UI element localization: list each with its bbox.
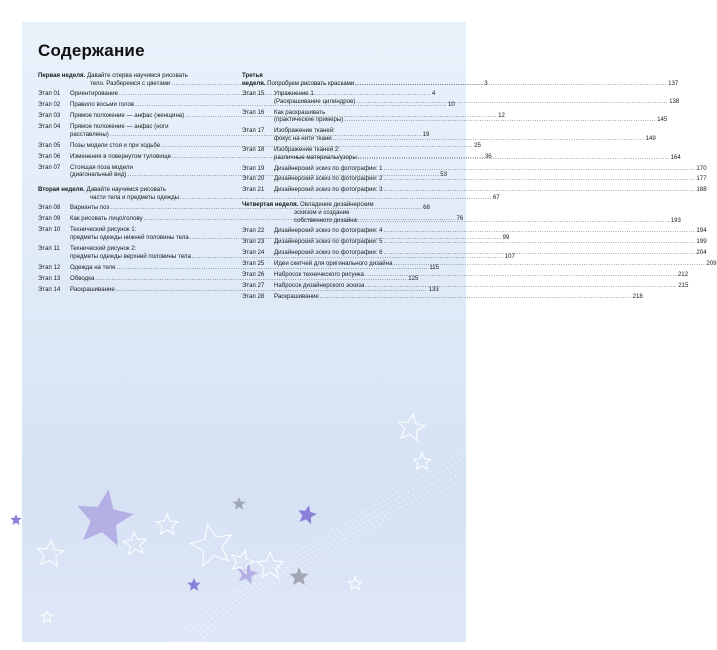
stage-title [274, 293, 643, 301]
stage-title-text: Технический рисунок 1: [70, 226, 137, 234]
stage-title-line [274, 135, 656, 143]
stage-title-line [274, 116, 667, 124]
week-label: Вторая неделя. [38, 186, 85, 194]
star-icon [257, 552, 284, 577]
dot-leader [320, 293, 632, 301]
stage-number: Этап 14 [38, 285, 61, 293]
stage-title-text: Как раскрашивать [274, 108, 326, 116]
star-icon [77, 489, 133, 545]
stage-number: Этап 08 [38, 204, 61, 212]
page-number: 199 [696, 238, 707, 246]
dot-leader [384, 227, 696, 235]
stage-title-text: (Раскрашивание цилиндров) [274, 97, 356, 105]
stage-title-line [274, 109, 667, 117]
dot-leader [358, 154, 670, 162]
stage-title-text: (диагональный вид) [70, 171, 127, 179]
stage-title-text: расставлены) [70, 130, 109, 138]
stage-number: Этап 03 [38, 112, 61, 120]
stage-title-text: Дизайнерский эскиз по фотографии: 3 [274, 186, 383, 194]
stage-title-line [274, 90, 679, 98]
page-number: 68 [423, 204, 430, 212]
star-icon [157, 514, 178, 534]
stage-title [274, 127, 656, 142]
stage-title-line [274, 154, 681, 162]
page-number: 137 [668, 79, 679, 87]
stage-title-text: Набросок дизайнерского эскиза [274, 282, 365, 290]
dot-leader [384, 175, 696, 183]
stage-title-line [274, 227, 707, 235]
week-subtitle-line: Давайте сперва научимся рисовать [86, 72, 188, 79]
stage-title [274, 90, 679, 105]
stage-title-text: фокус на нити ткани [274, 134, 332, 142]
stage-title-text: Технический рисунок 2: [70, 245, 137, 252]
stage-number: Этап 22 [242, 227, 265, 235]
stage-title-text: Изображение тканей: [274, 127, 335, 135]
dot-swirl [172, 452, 462, 642]
stage-title [274, 109, 667, 124]
stage-number: Этап 28 [242, 293, 265, 301]
stage-title-line [274, 186, 707, 194]
stage-title-text: Идеи скетчей для оригинального дизайна [274, 260, 393, 268]
stage-number: Этап 21 [242, 186, 265, 194]
page-number: 36 [484, 152, 492, 160]
stage-title-text: Позы модели стоя и при ходьбе [70, 141, 161, 149]
page-number: 25 [474, 141, 481, 149]
stage-title-text: Дизайнерский эскиз по фотографии: 2 [274, 175, 383, 183]
page-number: 67 [492, 193, 500, 201]
stage-number: Этап 01 [38, 90, 61, 98]
dot-leader [384, 165, 696, 173]
stage-title-line [274, 127, 656, 135]
dot-leader [384, 186, 696, 194]
page-number: 209 [706, 260, 717, 268]
stage-title-text: Раскрашивание [274, 293, 319, 301]
stage-number: Этап 11 [38, 245, 60, 252]
toc-entry[interactable] [242, 238, 707, 246]
stage-title-text: Упражнение 1 [274, 90, 314, 98]
stage-title [274, 238, 707, 246]
week-subtitle-text: тело. Разберемся с цветами [90, 79, 171, 87]
page-number: 125 [408, 274, 419, 282]
stage-title-text: Прямое положение — анфас (ноги [70, 123, 169, 131]
stage-title [274, 165, 707, 173]
stage-title-line [274, 175, 707, 183]
stage-number: Этап 07 [38, 163, 61, 171]
stage-number: Этап 10 [38, 226, 61, 234]
stage-title-text: предметы одежды верхней половины тела [70, 252, 191, 260]
stage-title-line [274, 249, 707, 257]
star-icon [399, 414, 425, 440]
dot-leader [365, 271, 677, 279]
star-icon [232, 551, 254, 574]
stage-title [274, 186, 707, 194]
stage-title-text: Прямое положение — анфас (женщина) [70, 112, 185, 120]
page-number: 170 [696, 164, 707, 172]
stage-number: Этап 05 [38, 141, 61, 149]
stage-title-line [274, 98, 679, 106]
dot-leader [358, 217, 670, 225]
stage-title-text: Стоящая поза модели [70, 163, 133, 171]
page-number: 53 [440, 171, 448, 179]
week-subtitle-text: эскизом и создание [294, 209, 350, 217]
toc-page [22, 22, 717, 642]
stage-title-text: Варианты поз [70, 204, 110, 212]
page-number: 188 [696, 186, 707, 194]
star-icon [190, 524, 231, 566]
stage-number: Этап 26 [242, 271, 265, 279]
week-header-line [242, 201, 437, 209]
stage-title-text: Изменения в повернутом туловище [70, 152, 172, 160]
stage-title-text: Одежда на теле [70, 263, 116, 271]
toc-entry[interactable] [242, 127, 656, 142]
page-number: 149 [645, 134, 656, 142]
stage-title-text: (практические примеры) [274, 116, 344, 124]
toc-entry[interactable] [242, 227, 707, 235]
stage-title-text: Дизайнерский эскиз по фотографии: 5 [274, 238, 383, 246]
stage-title [274, 282, 688, 290]
star-icon [10, 514, 21, 525]
week-header-line [38, 186, 233, 194]
stage-title-text: Как рисовать лицо/голову [70, 215, 143, 223]
stage-title-text: Набросок технического рисунка [274, 271, 365, 279]
stage-number: Этап 16 [242, 108, 265, 116]
toc-entry[interactable] [242, 164, 707, 173]
week-label: Первая неделя. [38, 72, 86, 79]
page-number: 193 [670, 216, 681, 224]
dot-swirl [186, 466, 462, 642]
stage-number: Этап 09 [38, 215, 61, 223]
stage-title-text: предметы одежды нижней половины тела [70, 234, 189, 242]
stage-number: Этап 15 [242, 90, 265, 98]
stage-title [274, 271, 688, 279]
dot-leader [355, 80, 667, 88]
page-number: 204 [696, 249, 707, 257]
stage-title-line [274, 165, 707, 173]
week-label: Четвертая неделя. [242, 201, 299, 209]
stage-number: Этап 04 [38, 123, 61, 131]
star-icon [237, 563, 258, 584]
stage-title-line [274, 238, 707, 246]
page-number: 107 [504, 252, 515, 260]
stage-title [274, 175, 707, 183]
week-subtitle-line: Овладение дизайнерским [300, 201, 374, 209]
page-number: 10 [448, 101, 455, 109]
stage-title-text: Дизайнерский эскиз по фотографии: 4 [274, 227, 383, 235]
week-subtitle-line [242, 209, 437, 217]
page-number: 3 [484, 79, 488, 87]
week-label: Третья неделя. [242, 72, 266, 87]
week-header-line [38, 72, 233, 80]
stage-number: Этап 24 [242, 249, 265, 257]
stage-number: Этап 12 [38, 263, 61, 271]
week-subtitle-line: Попробуем рисовать красками [267, 79, 355, 87]
stage-title-line [274, 260, 717, 268]
stage-number: Этап 20 [242, 175, 265, 183]
stage-title [274, 146, 681, 161]
stage-title [274, 249, 707, 257]
stage-number: Этап 02 [38, 101, 61, 109]
page-number: 138 [669, 97, 680, 105]
stage-title-line [274, 293, 643, 301]
stage-number: Этап 17 [242, 127, 265, 135]
dot-leader [384, 238, 696, 246]
week-header-line [242, 72, 679, 87]
stage-title [274, 227, 707, 235]
stage-number: Этап 23 [242, 238, 265, 246]
week-subtitle-text: собственного дизайна [294, 216, 357, 224]
page-number: 12 [498, 112, 505, 120]
stage-number: Этап 13 [38, 274, 61, 282]
dot-swirl [179, 459, 462, 642]
week-subtitle-text: части тела и предметы одежды [90, 193, 180, 201]
stage-number: Этап 18 [242, 145, 265, 153]
stage-title [274, 260, 717, 268]
page-number: 194 [696, 227, 707, 235]
star-icon [41, 611, 52, 622]
toc-entry[interactable] [242, 186, 707, 194]
toc-entry[interactable] [242, 293, 643, 301]
stage-title-text: Ориентирование [70, 90, 118, 98]
stage-title-line [274, 271, 688, 279]
stage-number: Этап 25 [242, 260, 265, 268]
page-number: 99 [502, 234, 510, 242]
page-number: 115 [429, 263, 440, 271]
star-icon [348, 577, 361, 590]
star-icon [37, 540, 64, 566]
star-icon [232, 497, 245, 510]
week-header [242, 72, 679, 87]
page-number: 164 [670, 153, 681, 161]
dot-leader [365, 282, 677, 290]
star-icon [187, 578, 200, 591]
page-title: Содержание [38, 41, 145, 60]
stage-title-text: Правило восьми голов [70, 101, 135, 109]
week-subtitle-line [38, 193, 500, 202]
page-number: 218 [632, 293, 643, 301]
stage-title-text: Дизайнерский эскиз по фотографии: 1 [274, 164, 383, 172]
toc-entry[interactable] [242, 271, 689, 279]
dot-leader [333, 135, 645, 143]
dot-leader [344, 116, 656, 124]
stage-title-text: различные материалы/узоры [274, 153, 357, 161]
star-icon [298, 505, 317, 524]
page-number: 19 [422, 130, 430, 138]
week-subtitle-line: Давайте научимся рисовать [86, 186, 166, 194]
stage-number: Этап 19 [242, 164, 265, 172]
dot-leader [356, 98, 668, 106]
star-icon [413, 453, 430, 469]
page-number: 133 [428, 285, 439, 293]
star-icon [123, 532, 146, 554]
page-number: 4 [431, 90, 436, 98]
toc-entry[interactable] [242, 282, 689, 290]
stage-number: Этап 27 [242, 282, 265, 290]
stage-number: Этап 06 [38, 152, 61, 160]
stage-title-text: Изображение тканей 2: [274, 145, 340, 153]
page-number: 212 [677, 271, 689, 279]
stage-title-text: Обводка [70, 274, 95, 282]
stage-title-line [274, 282, 688, 290]
page-number: 145 [657, 116, 668, 124]
page-number: 215 [678, 282, 689, 290]
dot-leader [393, 260, 705, 268]
stage-title-text: Дизайнерский эскиз по фотографии: 6 [274, 249, 383, 257]
page-number: 76 [456, 215, 464, 223]
dot-leader [384, 249, 696, 257]
star-icon [290, 567, 309, 585]
stage-title-line [274, 146, 681, 154]
page-number: 177 [696, 175, 707, 183]
stage-title-text: Раскрашивание [70, 285, 115, 293]
